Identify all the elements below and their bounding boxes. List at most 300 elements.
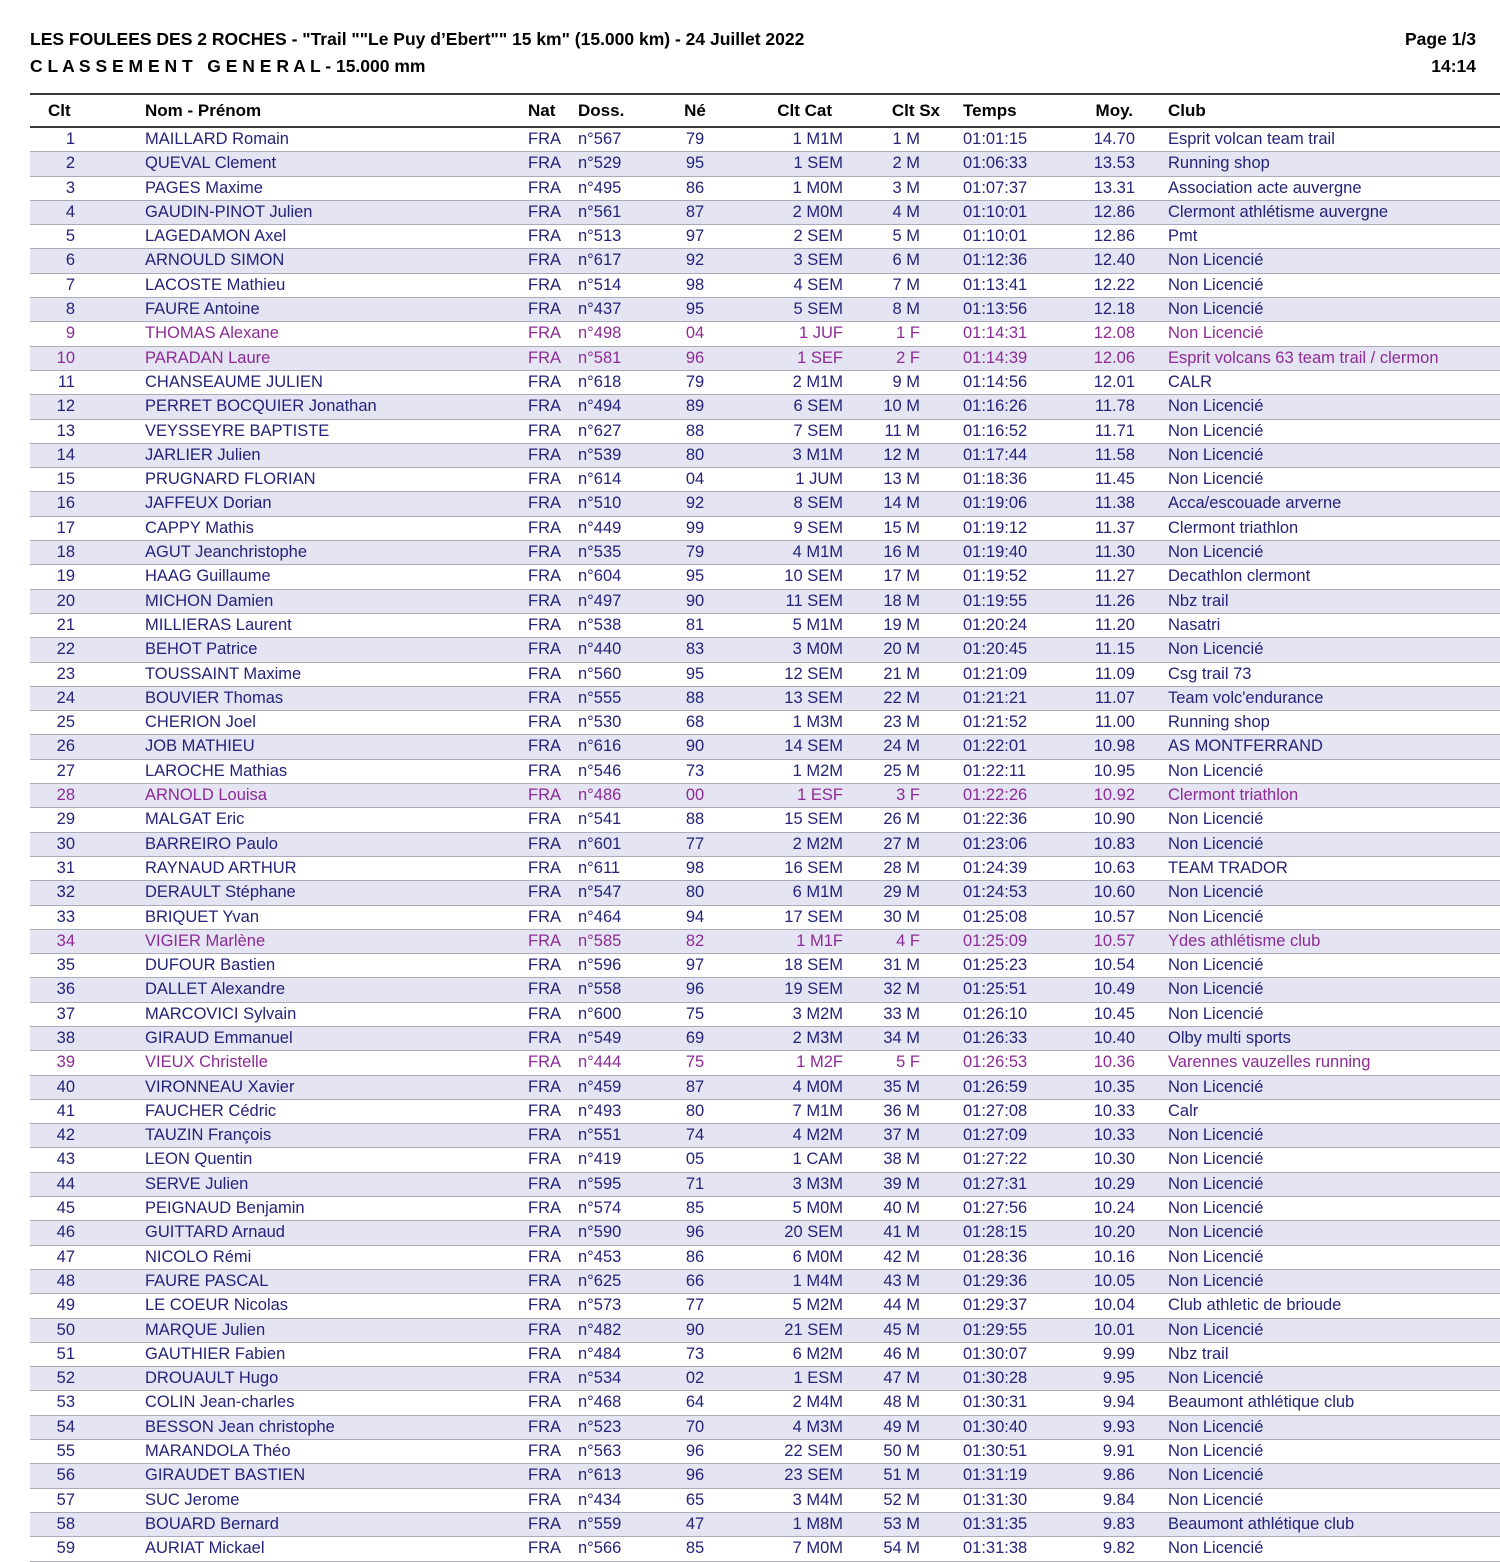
cell-clt: 24 — [56, 688, 75, 707]
table-row — [30, 1197, 1500, 1221]
table-row — [30, 176, 1500, 200]
cell-name: RAYNAUD ARTHUR — [145, 858, 297, 877]
cell-sx: 2 M — [892, 154, 920, 173]
cell-cat: 3 M4M — [792, 1490, 843, 1509]
cell-doss: n°549 — [578, 1028, 622, 1047]
cell-ne: 68 — [685, 713, 705, 732]
cell-ne: 64 — [685, 1393, 705, 1412]
cell-sx: 41 M — [883, 1223, 920, 1242]
cell-doss: n°551 — [578, 1126, 622, 1145]
table-row — [30, 1440, 1500, 1464]
col-header-nat: Nat — [528, 100, 556, 120]
cell-moy: 12.86 — [1093, 227, 1135, 246]
cell-temps: 01:27:22 — [963, 1150, 1028, 1169]
cell-moy: 11.58 — [1094, 445, 1135, 464]
cell-cat: 4 M0M — [792, 1077, 843, 1096]
cell-sx: 12 M — [883, 445, 920, 464]
document-subtitle: C L A S S E M E N T G E N E R A L - 15.000 mm — [30, 56, 426, 76]
cell-sx: 50 M — [883, 1442, 920, 1461]
cell-doss: n°541 — [578, 810, 622, 829]
table-row — [30, 1245, 1500, 1269]
cell-sx: 4 M — [892, 202, 920, 221]
cell-name: MALGAT Eric — [145, 810, 245, 829]
cell-sx: 44 M — [883, 1296, 920, 1315]
cell-club: Running shop — [1168, 154, 1270, 173]
cell-cat: 3 SEM — [793, 251, 843, 270]
table-row — [30, 1537, 1500, 1561]
cell-name: QUEVAL Clement — [145, 154, 277, 173]
cell-name: PARADAN Laure — [145, 348, 271, 367]
cell-moy: 10.04 — [1093, 1296, 1135, 1315]
cell-doss: n°453 — [578, 1247, 622, 1266]
table-row — [30, 881, 1500, 905]
cell-club: Varennes vauzelles running — [1168, 1053, 1371, 1072]
cell-club: Beaumont athlétique club — [1168, 1514, 1355, 1533]
cell-club: Non Licencié — [1168, 883, 1264, 902]
cell-sx: 3 M — [892, 178, 920, 197]
cell-nat: FRA — [528, 737, 561, 756]
cell-ne: 80 — [685, 445, 705, 464]
cell-moy: 11.26 — [1094, 591, 1135, 610]
cell-cat: 1 M3M — [792, 713, 843, 732]
cell-ne: 94 — [685, 907, 705, 926]
cell-name: THOMAS Alexane — [145, 324, 279, 343]
cell-temps: 01:12:36 — [963, 251, 1028, 270]
cell-doss: n°449 — [578, 518, 622, 537]
cell-club: Non Licencié — [1168, 1466, 1264, 1485]
page-meta — [1405, 26, 1476, 80]
cell-sx: 27 M — [883, 834, 920, 853]
table-row — [30, 1124, 1500, 1148]
cell-clt: 11 — [57, 372, 75, 391]
cell-name: MARQUE Julien — [145, 1320, 266, 1339]
cell-ne: 75 — [685, 1053, 705, 1072]
cell-club: Ydes athlétisme club — [1168, 931, 1321, 950]
cell-moy: 9.84 — [1102, 1490, 1135, 1509]
cell-ne: 80 — [685, 1101, 705, 1120]
cell-nat: FRA — [528, 786, 561, 805]
cell-nat: FRA — [528, 154, 561, 173]
cell-temps: 01:19:52 — [963, 567, 1028, 586]
cell-name: PAGES Maxime — [145, 178, 263, 197]
cell-name: FAURE Antoine — [145, 300, 260, 319]
cell-name: PEIGNAUD Benjamin — [145, 1199, 305, 1218]
cell-doss: n°440 — [578, 640, 622, 659]
cell-doss: n°482 — [578, 1320, 622, 1339]
cell-doss: n°585 — [578, 931, 622, 950]
cell-sx: 37 M — [883, 1126, 920, 1145]
cell-club: Non Licencié — [1168, 445, 1264, 464]
cell-name: VIGIER Marlène — [145, 931, 266, 950]
cell-moy: 10.30 — [1093, 1150, 1135, 1169]
table-row — [30, 516, 1500, 540]
cell-club: Non Licencié — [1168, 1539, 1264, 1558]
cell-temps: 01:17:44 — [963, 445, 1028, 464]
cell-ne: 95 — [685, 154, 705, 173]
cell-club: Non Licencié — [1168, 470, 1264, 489]
cell-cat: 1 M1M — [792, 130, 843, 148]
cell-clt: 59 — [56, 1539, 75, 1558]
cell-name: LEON Quentin — [145, 1150, 253, 1169]
cell-sx: 10 M — [883, 397, 920, 416]
cell-doss: n°581 — [578, 348, 622, 367]
cell-nat: FRA — [528, 1028, 561, 1047]
cell-nat: FRA — [528, 1539, 561, 1558]
cell-moy: 12.40 — [1093, 251, 1135, 270]
cell-club: Non Licencié — [1168, 275, 1264, 294]
cell-doss: n°514 — [578, 275, 622, 294]
cell-cat: 6 M1M — [792, 883, 843, 902]
cell-name: FAUCHER Cédric — [145, 1101, 277, 1120]
cell-clt: 17 — [56, 518, 75, 537]
page-header — [30, 26, 1476, 80]
cell-sx: 17 M — [883, 567, 920, 586]
cell-cat: 21 SEM — [784, 1320, 843, 1339]
cell-doss: n°534 — [578, 1369, 622, 1388]
cell-ne: 86 — [685, 178, 705, 197]
cell-moy: 10.83 — [1093, 834, 1135, 853]
cell-clt: 48 — [56, 1271, 75, 1290]
col-header-club: Club — [1168, 100, 1206, 120]
cell-club: Non Licencié — [1168, 1077, 1264, 1096]
cell-temps: 01:24:53 — [963, 883, 1028, 902]
cell-cat: 1 SEM — [793, 154, 843, 173]
cell-sx: 51 M — [883, 1466, 920, 1485]
cell-cat: 13 SEM — [784, 688, 843, 707]
cell-moy: 11.27 — [1094, 567, 1135, 586]
cell-sx: 22 M — [883, 688, 920, 707]
table-row — [30, 1488, 1500, 1512]
cell-doss: n°486 — [578, 786, 622, 805]
cell-sx: 45 M — [883, 1320, 920, 1339]
cell-doss: n°468 — [578, 1393, 622, 1412]
col-header-doss: Doss. — [578, 100, 625, 120]
cell-ne: 87 — [685, 1077, 705, 1096]
cell-temps: 01:28:36 — [963, 1247, 1028, 1266]
cell-sx: 42 M — [883, 1247, 920, 1266]
cell-temps: 01:22:36 — [963, 810, 1028, 829]
cell-doss: n°484 — [578, 1344, 622, 1363]
cell-cat: 1 M0M — [792, 178, 843, 197]
cell-temps: 01:31:19 — [963, 1466, 1028, 1485]
cell-ne: 95 — [685, 664, 705, 683]
cell-club: Non Licencié — [1168, 543, 1264, 562]
cell-temps: 01:20:24 — [963, 615, 1028, 634]
cell-club: Non Licencié — [1168, 324, 1264, 343]
cell-ne: 88 — [685, 810, 705, 829]
cell-clt: 21 — [56, 615, 75, 634]
cell-club: Non Licencié — [1168, 1442, 1264, 1461]
title-block — [30, 26, 804, 80]
cell-nat: FRA — [528, 567, 561, 586]
cell-club: Olby multi sports — [1168, 1028, 1291, 1047]
cell-temps: 01:14:31 — [963, 324, 1028, 343]
cell-nat: FRA — [528, 810, 561, 829]
table-row — [30, 152, 1500, 176]
cell-clt: 53 — [56, 1393, 75, 1412]
col-header-temps: Temps — [963, 100, 1017, 120]
cell-doss: n°558 — [578, 980, 622, 999]
cell-nat: FRA — [528, 834, 561, 853]
cell-moy: 9.93 — [1102, 1417, 1135, 1436]
cell-club: Non Licencié — [1168, 1174, 1264, 1193]
cell-temps: 01:22:01 — [963, 737, 1028, 756]
cell-cat: 18 SEM — [784, 956, 843, 975]
cell-name: GAUTHIER Fabien — [145, 1344, 286, 1363]
table-header-row — [30, 94, 1500, 127]
cell-clt: 6 — [65, 251, 75, 270]
cell-temps: 01:26:10 — [963, 1004, 1028, 1023]
cell-club: Non Licencié — [1168, 300, 1264, 319]
cell-doss: n°573 — [578, 1296, 622, 1315]
cell-doss: n°434 — [578, 1490, 622, 1509]
cell-clt: 28 — [56, 786, 75, 805]
cell-clt: 34 — [56, 931, 75, 950]
cell-name: VIEUX Christelle — [145, 1053, 268, 1072]
cell-temps: 01:26:59 — [963, 1077, 1028, 1096]
cell-temps: 01:30:40 — [963, 1417, 1028, 1436]
table-row — [30, 200, 1500, 224]
cell-temps: 01:30:07 — [963, 1344, 1028, 1363]
cell-name: BEHOT Patrice — [145, 640, 258, 659]
cell-clt: 35 — [56, 956, 75, 975]
cell-temps: 01:16:52 — [963, 421, 1028, 440]
cell-ne: 79 — [685, 372, 705, 391]
cell-doss: n°596 — [578, 956, 622, 975]
cell-nat: FRA — [528, 664, 561, 683]
table-row — [30, 978, 1500, 1002]
cell-sx: 39 M — [883, 1174, 920, 1193]
col-header-name: Nom - Prénom — [145, 100, 262, 120]
cell-clt: 19 — [56, 567, 75, 586]
cell-sx: 48 M — [883, 1393, 920, 1412]
cell-ne: 96 — [685, 1442, 705, 1461]
table-row — [30, 443, 1500, 467]
cell-name: CAPPY Mathis — [145, 518, 254, 537]
cell-nat: FRA — [528, 275, 561, 294]
page-number: Page 1/3 — [1404, 29, 1476, 49]
cell-moy: 11.09 — [1094, 664, 1135, 683]
cell-clt: 26 — [56, 737, 75, 756]
cell-moy: 9.82 — [1102, 1539, 1135, 1558]
cell-temps: 01:21:09 — [963, 664, 1028, 683]
cell-ne: 95 — [685, 567, 705, 586]
cell-sx: 34 M — [883, 1028, 920, 1047]
cell-sx: 3 F — [896, 786, 920, 805]
cell-name: MAILLARD Romain — [145, 130, 289, 148]
cell-name: LAGEDAMON Axel — [145, 227, 287, 246]
cell-club: Non Licencié — [1168, 810, 1264, 829]
cell-sx: 8 M — [892, 300, 920, 319]
cell-name: PRUGNARD FLORIAN — [145, 470, 316, 489]
cell-name: GIRAUDET BASTIEN — [145, 1466, 306, 1485]
cell-doss: n°563 — [578, 1442, 622, 1461]
cell-ne: 65 — [685, 1490, 705, 1509]
cell-ne: 96 — [685, 348, 705, 367]
cell-temps: 01:06:33 — [963, 154, 1028, 173]
cell-ne: 73 — [685, 761, 705, 780]
cell-temps: 01:25:51 — [963, 980, 1028, 999]
cell-temps: 01:19:06 — [963, 494, 1028, 513]
cell-doss: n°539 — [578, 445, 622, 464]
table-row — [30, 225, 1500, 249]
cell-clt: 37 — [56, 1004, 75, 1023]
table-row — [30, 1294, 1500, 1318]
cell-moy: 10.36 — [1093, 1053, 1135, 1072]
cell-ne: 89 — [685, 397, 705, 416]
cell-name: PERRET BOCQUIER Jonathan — [145, 397, 377, 416]
cell-clt: 13 — [56, 421, 75, 440]
cell-doss: n°459 — [578, 1077, 622, 1096]
cell-club: Non Licencié — [1168, 1369, 1264, 1388]
cell-clt: 39 — [56, 1053, 75, 1072]
cell-temps: 01:30:28 — [963, 1369, 1028, 1388]
cell-moy: 12.22 — [1093, 275, 1135, 294]
cell-cat: 23 SEM — [784, 1466, 843, 1485]
cell-cat: 2 M4M — [792, 1393, 843, 1412]
cell-name: SERVE Julien — [145, 1174, 249, 1193]
cell-club: Team volc'endurance — [1168, 688, 1324, 707]
cell-doss: n°601 — [578, 834, 622, 853]
cell-sx: 46 M — [883, 1344, 920, 1363]
cell-ne: 95 — [685, 300, 705, 319]
cell-nat: FRA — [528, 543, 561, 562]
col-header-cltcat: Clt Cat — [777, 100, 832, 120]
cell-moy: 9.83 — [1102, 1514, 1135, 1533]
cell-doss: n°618 — [578, 372, 622, 391]
cell-nat: FRA — [528, 980, 561, 999]
cell-doss: n°625 — [578, 1271, 622, 1290]
cell-moy: 10.40 — [1093, 1028, 1135, 1047]
cell-nat: FRA — [528, 640, 561, 659]
cell-temps: 01:29:55 — [963, 1320, 1028, 1339]
cell-name: GAUDIN-PINOT Julien — [145, 202, 313, 221]
cell-name: DERAULT Stéphane — [145, 883, 296, 902]
table-row — [30, 662, 1500, 686]
cell-club: Non Licencié — [1168, 1271, 1264, 1290]
cell-clt: 43 — [56, 1150, 75, 1169]
cell-ne: 05 — [685, 1150, 705, 1169]
cell-temps: 01:13:41 — [963, 275, 1028, 294]
cell-club: Non Licencié — [1168, 956, 1264, 975]
cell-cat: 11 SEM — [785, 591, 843, 610]
cell-temps: 01:29:36 — [963, 1271, 1028, 1290]
cell-club: Nasatri — [1168, 615, 1221, 634]
cell-nat: FRA — [528, 591, 561, 610]
cell-club: Non Licencié — [1168, 1247, 1264, 1266]
cell-ne: 00 — [685, 786, 705, 805]
cell-nat: FRA — [528, 1101, 561, 1120]
table-row — [30, 1318, 1500, 1342]
cell-cat: 3 M0M — [792, 640, 843, 659]
cell-ne: 66 — [685, 1271, 705, 1290]
cell-ne: 98 — [685, 858, 705, 877]
cell-club: Non Licencié — [1168, 1126, 1264, 1145]
cell-moy: 10.33 — [1093, 1101, 1135, 1120]
cell-club: Pmt — [1168, 227, 1198, 246]
cell-ne: 98 — [685, 275, 705, 294]
cell-name: LAROCHE Mathias — [145, 761, 288, 780]
cell-club: Non Licencié — [1168, 251, 1264, 270]
cell-name: VIRONNEAU Xavier — [145, 1077, 295, 1096]
cell-doss: n°419 — [578, 1150, 622, 1169]
cell-doss: n°535 — [578, 543, 622, 562]
cell-cat: 12 SEM — [784, 664, 843, 683]
cell-club: AS MONTFERRAND — [1168, 737, 1323, 756]
cell-cat: 17 SEM — [784, 907, 843, 926]
cell-cat: 15 SEM — [784, 810, 843, 829]
cell-sx: 9 M — [892, 372, 920, 391]
cell-moy: 13.31 — [1093, 178, 1135, 197]
cell-doss: n°560 — [578, 664, 622, 683]
cell-ne: 92 — [685, 494, 705, 513]
cell-clt: 20 — [56, 591, 75, 610]
document-title: LES FOULEES DES 2 ROCHES - "Trail ""Le Puy d’Ebert"" 15 km" (15.000 km) - 24 Juillet 2022 — [30, 29, 805, 49]
cell-cat: 5 M0M — [792, 1199, 843, 1218]
cell-moy: 11.30 — [1094, 543, 1135, 562]
cell-clt: 30 — [56, 834, 75, 853]
table-row — [30, 1391, 1500, 1415]
cell-temps: 01:18:36 — [963, 470, 1028, 489]
cell-moy: 10.01 — [1093, 1320, 1135, 1339]
cell-club: Non Licencié — [1168, 1199, 1264, 1218]
table-row — [30, 638, 1500, 662]
table-row — [30, 808, 1500, 832]
cell-moy: 10.05 — [1093, 1271, 1135, 1290]
cell-name: ARNOULD SIMON — [145, 251, 285, 270]
cell-clt: 57 — [56, 1490, 75, 1509]
cell-nat: FRA — [528, 1514, 561, 1533]
table-row — [30, 589, 1500, 613]
table-row — [30, 929, 1500, 953]
cell-ne: 81 — [685, 615, 705, 634]
cell-sx: 54 M — [883, 1539, 920, 1558]
cell-sx: 16 M — [883, 543, 920, 562]
cell-sx: 19 M — [883, 615, 920, 634]
cell-temps: 01:13:56 — [963, 300, 1028, 319]
cell-doss: n°523 — [578, 1417, 622, 1436]
table-row — [30, 395, 1500, 419]
cell-clt: 29 — [56, 810, 75, 829]
cell-doss: n°497 — [578, 591, 622, 610]
cell-nat: FRA — [528, 421, 561, 440]
cell-ne: 69 — [685, 1028, 705, 1047]
cell-moy: 13.53 — [1093, 154, 1135, 173]
cell-name: NICOLO Rémi — [145, 1247, 252, 1266]
cell-nat: FRA — [528, 397, 561, 416]
cell-temps: 01:07:37 — [963, 178, 1028, 197]
cell-nat: FRA — [528, 130, 561, 148]
cell-ne: 75 — [685, 1004, 705, 1023]
cell-moy: 12.06 — [1093, 348, 1135, 367]
cell-moy: 10.90 — [1093, 810, 1135, 829]
cell-doss: n°600 — [578, 1004, 622, 1023]
cell-ne: 73 — [685, 1344, 705, 1363]
cell-ne: 85 — [685, 1199, 705, 1218]
cell-ne: 79 — [685, 543, 705, 562]
cell-moy: 12.86 — [1093, 202, 1135, 221]
cell-cat: 2 M2M — [792, 834, 843, 853]
cell-ne: 82 — [685, 931, 705, 950]
table-row — [30, 1051, 1500, 1075]
cell-temps: 01:14:39 — [963, 348, 1028, 367]
cell-name: MARCOVICI Sylvain — [145, 1004, 297, 1023]
cell-name: JARLIER Julien — [145, 445, 261, 464]
cell-doss: n°595 — [578, 1174, 622, 1193]
cell-clt: 15 — [56, 470, 75, 489]
cell-cat: 4 M3M — [792, 1417, 843, 1436]
cell-doss: n°627 — [578, 421, 622, 440]
